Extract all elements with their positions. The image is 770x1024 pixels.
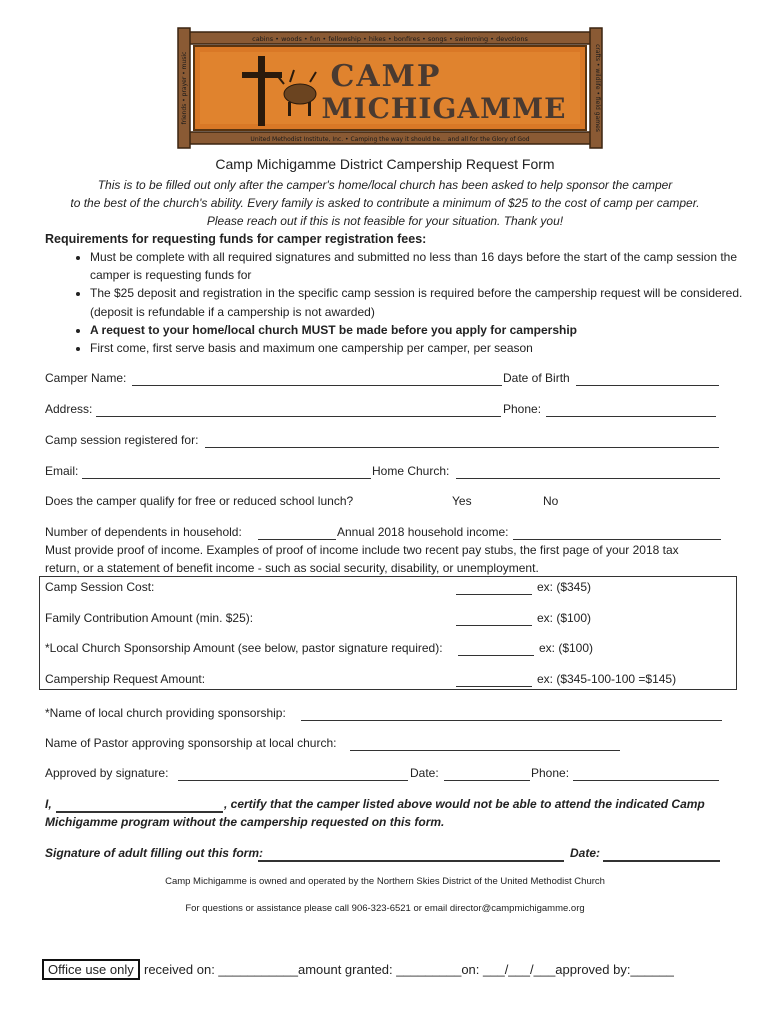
- pastor-name-label: Name of Pastor approving sponsorship at local church:: [45, 736, 337, 750]
- camp-michigamme-logo: [176, 22, 604, 154]
- intro-line-2: to the best of the church's ability. Every family is asked to contribute a minimum of $25 to the cost of camp per camper.: [70, 196, 700, 210]
- camp-session-cost-field[interactable]: [456, 594, 532, 595]
- office-use-label: Office use only: [42, 959, 140, 980]
- church-name-field[interactable]: [301, 720, 722, 721]
- requirement-item: • Must be complete with all required signatures and submitted no less than 16 days before the start of the camp session the camper is requesting funds for: [90, 248, 770, 284]
- income-label: Annual 2018 household income:: [337, 525, 509, 539]
- phone-field[interactable]: [546, 416, 716, 417]
- dependents-field[interactable]: [258, 539, 336, 540]
- church-sponsorship-example: ex: ($100): [539, 641, 594, 655]
- requirements-heading: Requirements for requesting funds for camper registration fees:: [45, 232, 427, 246]
- email-field[interactable]: [82, 478, 371, 479]
- logo-tagline-top: cabins • woods • fun • fellowship • hikes • bonfires • songs • swimming • devotions: [252, 35, 528, 43]
- signature-date-label: Date:: [570, 846, 601, 860]
- intro-line-1: This is to be filled out only after the camper's home/local church has been asked to help sponsor the camper: [97, 178, 673, 192]
- approved-by-field[interactable]: [178, 780, 408, 781]
- lunch-no-option[interactable]: No: [543, 494, 559, 508]
- church-sponsorship-field[interactable]: [458, 655, 534, 656]
- campership-request-field[interactable]: [456, 686, 532, 687]
- church-sponsorship-label: *Local Church Sponsorship Amount (see below, pastor signature required):: [45, 641, 443, 655]
- certify-text-2: Michigamme program without the campership requested on this form.: [45, 815, 445, 829]
- lunch-question: Does the camper qualify for free or reduced school lunch?: [45, 494, 354, 508]
- proof-of-income-line-1: Must provide proof of income. Examples of proof of income include two recent pay stubs, the first page of your 2018 tax: [45, 543, 679, 557]
- approved-date-field[interactable]: [444, 780, 530, 781]
- requirement-item: • The $25 deposit and registration in the specific camp session is required before the campership request will be considered. (deposit is refundable if a campership is not awarded): [90, 284, 770, 320]
- dob-label: Date of Birth: [503, 371, 570, 385]
- requirement-item: • First come, first serve basis and maximum one campership per camper, per season: [90, 339, 770, 357]
- footer-ownership: Camp Michigamme is owned and operated by the Northern Skies District of the United Methodist Church: [165, 876, 605, 887]
- footer-contact: For questions or assistance please call 906-323-6521 or email director@campmichigamme.org: [185, 903, 585, 914]
- signature-field[interactable]: [258, 860, 564, 862]
- family-contribution-label: Family Contribution Amount (min. $25):: [45, 611, 254, 625]
- pastor-name-field[interactable]: [350, 750, 620, 751]
- signature-date-field[interactable]: [603, 860, 720, 862]
- proof-of-income-line-2: return, or a statement of benefit income - such as social security, disability, or unemployment.: [45, 561, 539, 575]
- logo-tagline-right: crafts • wildlife • field games: [594, 44, 601, 132]
- logo-tagline-bottom: United Methodist Institute, Inc. • Camping the way it should be... and all for the Glory of God: [250, 136, 530, 143]
- church-name-label: *Name of local church providing sponsorship:: [45, 706, 286, 720]
- intro-line-3: Please reach out if this is not feasible for your situation. Thank you!: [206, 214, 564, 228]
- logo-word-michigamme: MICHIGAMME: [321, 92, 567, 125]
- family-contribution-field[interactable]: [456, 625, 532, 626]
- certify-prefix: I,: [45, 797, 52, 811]
- requirement-item: • A request to your home/local church MUST be made before you apply for campership: [90, 321, 770, 339]
- camp-session-field[interactable]: [205, 447, 719, 448]
- approved-date-label: Date:: [410, 766, 439, 780]
- logo-tagline-left: friends • prayer • music: [181, 51, 188, 125]
- requirements-list: [45, 248, 770, 357]
- camp-session-cost-example: ex: ($345): [537, 580, 592, 594]
- approved-phone-field[interactable]: [573, 780, 719, 781]
- home-church-label: Home Church:: [372, 464, 450, 478]
- campership-request-label: Campership Request Amount:: [45, 672, 206, 686]
- logo-word-camp: CAMP: [330, 59, 442, 94]
- lunch-yes-option[interactable]: Yes: [452, 494, 472, 508]
- certify-name-field[interactable]: [56, 811, 223, 813]
- phone-label: Phone:: [503, 402, 542, 416]
- camper-name-label: Camper Name:: [45, 371, 127, 385]
- income-field[interactable]: [513, 539, 721, 540]
- campership-request-example: ex: ($345-100-100 =$145): [537, 672, 677, 686]
- signature-label: Signature of adult filling out this form:: [45, 846, 263, 860]
- approved-by-label: Approved by signature:: [45, 766, 169, 780]
- office-use-fields: received on: ___________amount granted: _________on: ___/___/___approved by:______: [144, 962, 674, 977]
- dob-field[interactable]: [576, 385, 719, 386]
- email-label: Email:: [45, 464, 79, 478]
- address-field[interactable]: [96, 416, 501, 417]
- approved-phone-label: Phone:: [531, 766, 570, 780]
- form-title: Camp Michigamme District Campership Request Form: [215, 156, 555, 172]
- certify-text-1: , certify that the camper listed above would not be able to attend the indicated Camp: [224, 797, 705, 811]
- camp-session-label: Camp session registered for:: [45, 433, 199, 447]
- family-contribution-example: ex: ($100): [537, 611, 592, 625]
- home-church-field[interactable]: [456, 478, 720, 479]
- dependents-label: Number of dependents in household:: [45, 525, 242, 539]
- camper-name-field[interactable]: [132, 385, 502, 386]
- address-label: Address:: [45, 402, 93, 416]
- camp-session-cost-label: Camp Session Cost:: [45, 580, 155, 594]
